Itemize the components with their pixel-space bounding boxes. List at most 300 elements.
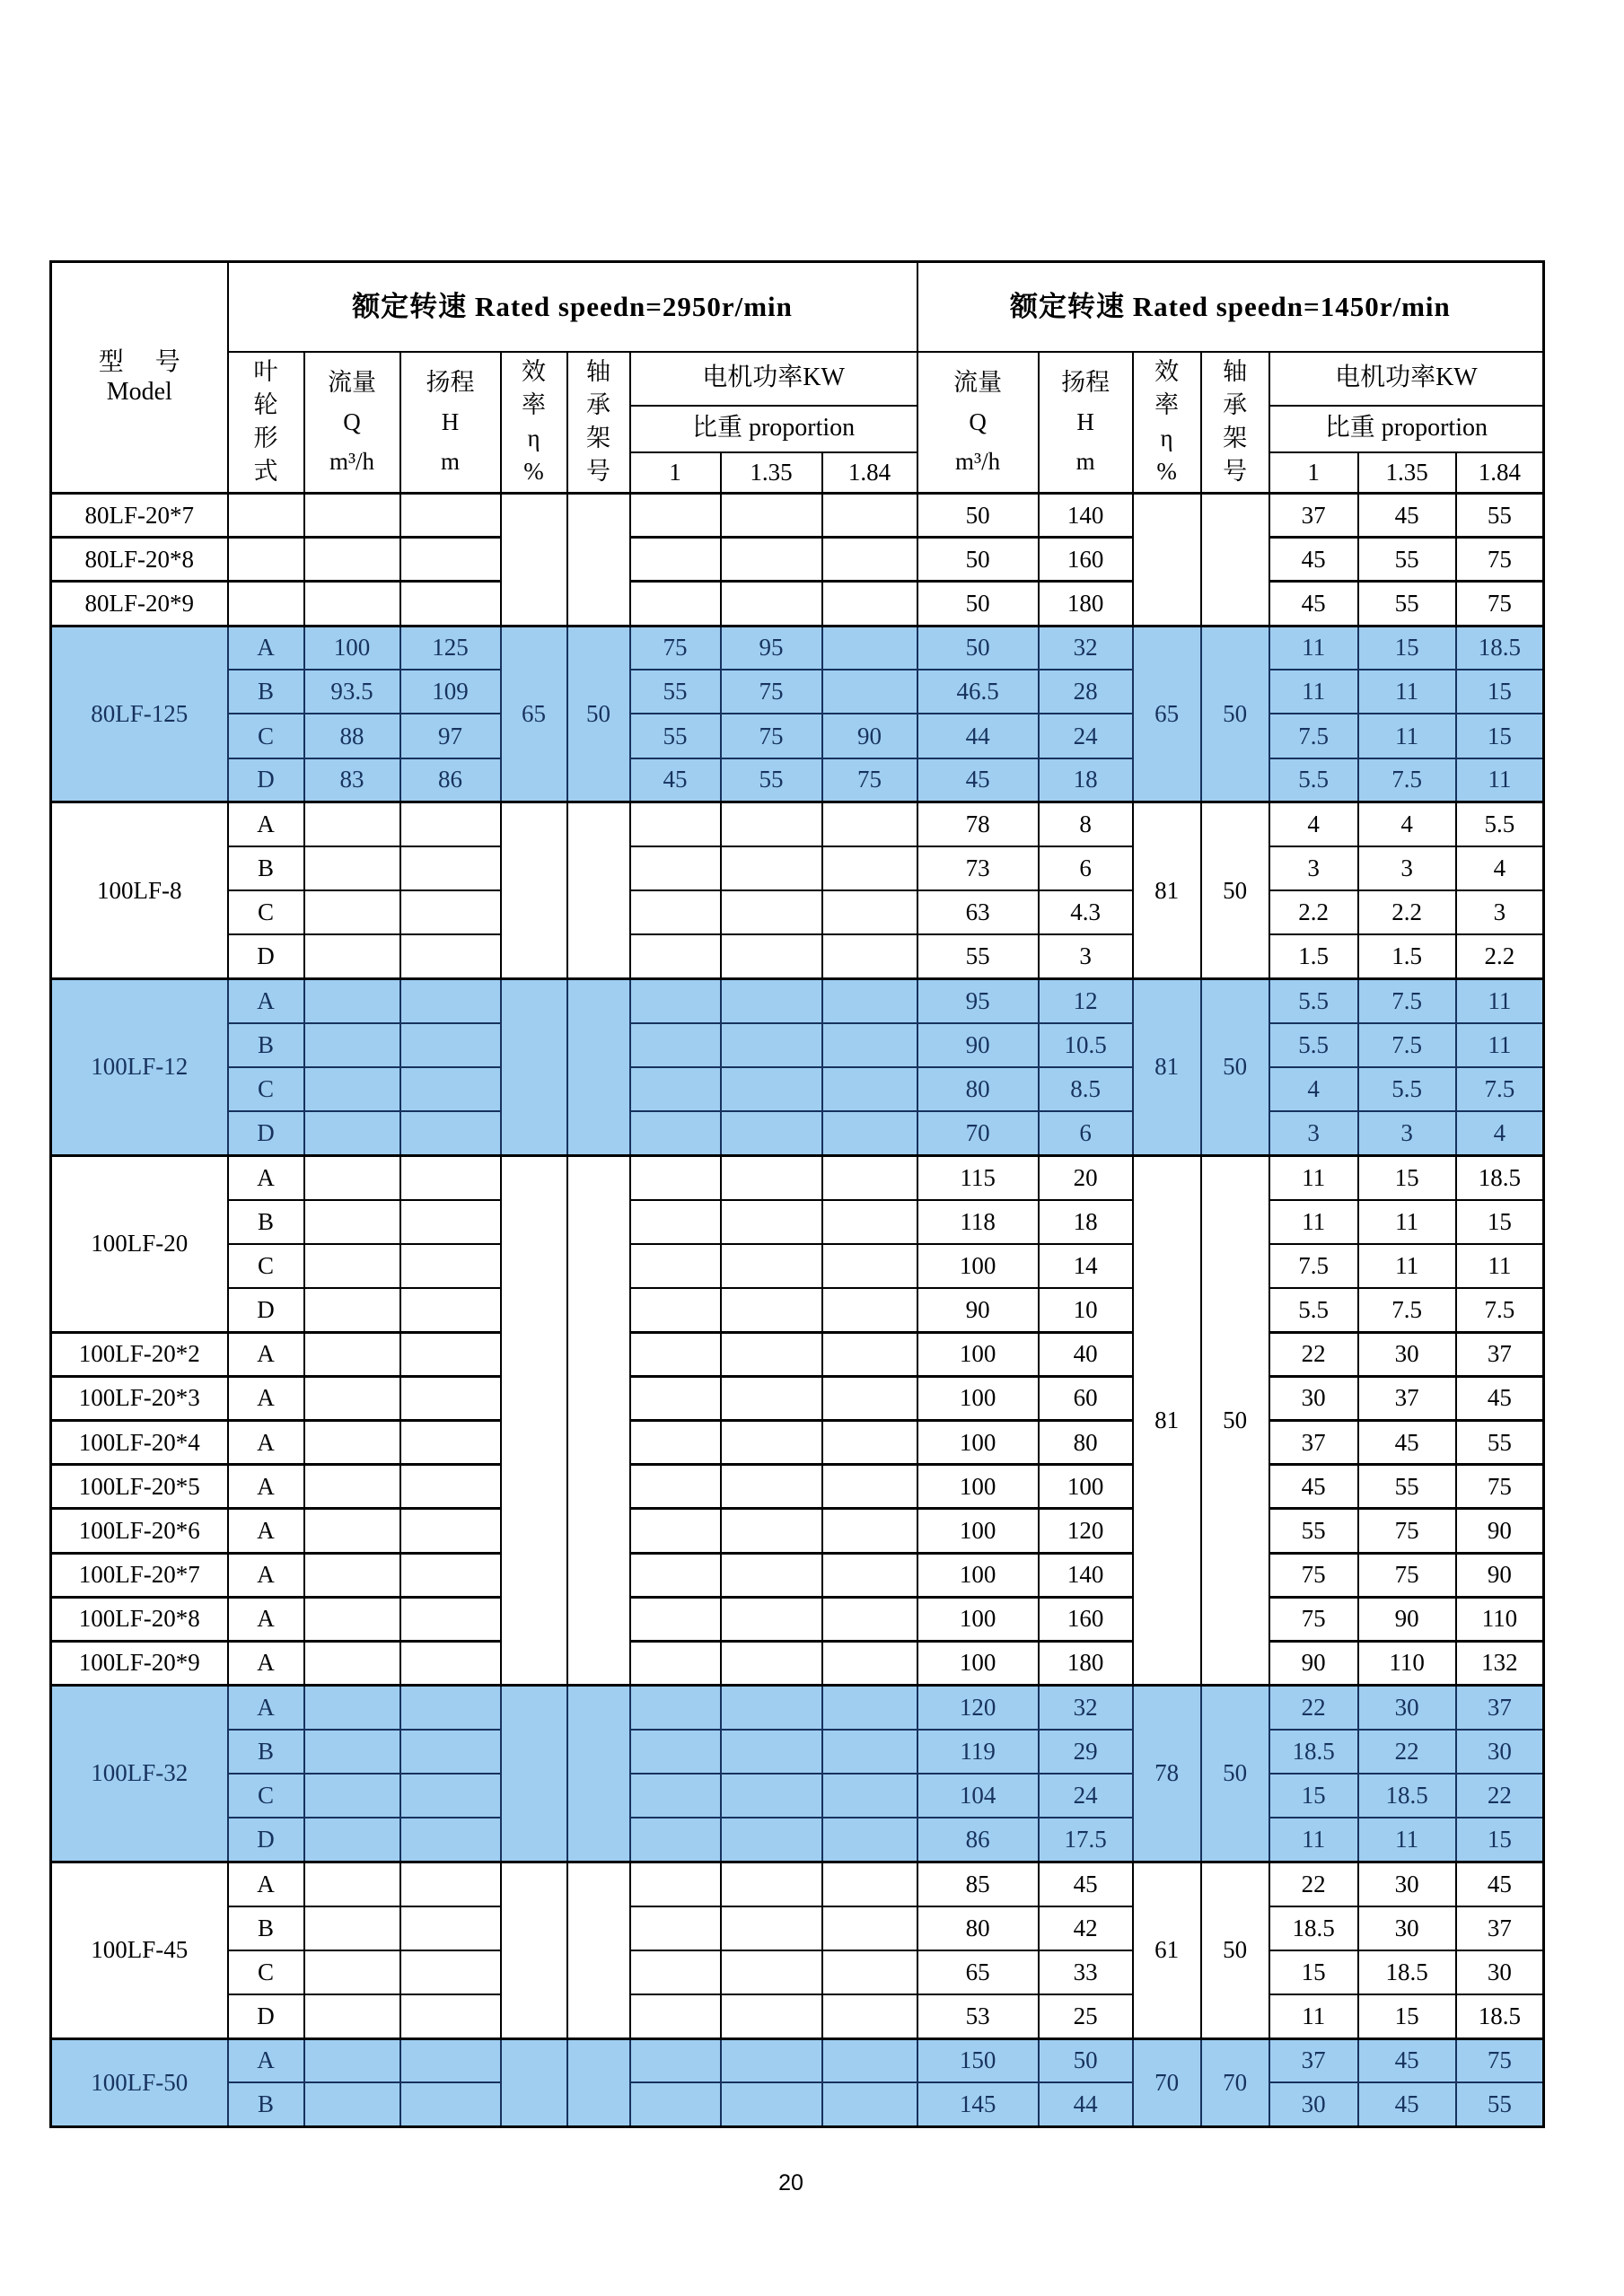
bearing-1450-cell: 50 — [1201, 979, 1269, 1156]
kw135-1450-cell: 30 — [1358, 1906, 1456, 1950]
kw184-1450-cell: 37 — [1456, 1332, 1544, 1376]
impeller-cell: A — [228, 1686, 304, 1730]
kw1-1450-cell: 30 — [1269, 1376, 1358, 1420]
head-1450-cell: 24 — [1039, 1774, 1133, 1818]
bearing-2950-cell — [567, 979, 630, 1156]
head-2950-cell — [400, 802, 501, 846]
flow-2950-cell — [304, 846, 400, 890]
head-2950-cell — [400, 1862, 501, 1906]
impeller-cell: A — [228, 1376, 304, 1420]
head-2950-cell — [400, 1950, 501, 1994]
head-1450-cell: 120 — [1039, 1509, 1133, 1553]
kw135-1450-cell: 15 — [1358, 1155, 1456, 1199]
head-1450-cell: 18 — [1039, 1200, 1133, 1244]
kw135-1450-cell: 7.5 — [1358, 1023, 1456, 1067]
flow-2950-cell — [304, 1906, 400, 1950]
impeller-cell: B — [228, 1730, 304, 1774]
flow-2950-cell — [304, 1553, 400, 1597]
kw135-2950-cell — [721, 1509, 822, 1553]
kw184-1450-cell: 110 — [1456, 1597, 1544, 1641]
kw184-1450-cell: 18.5 — [1456, 1994, 1544, 2038]
head-1450-cell: 10 — [1039, 1288, 1133, 1332]
kw184-2950-cell — [822, 494, 917, 538]
kw1-1450-cell: 15 — [1269, 1774, 1358, 1818]
flow-2950-cell — [304, 1200, 400, 1244]
kw135-1450-cell: 55 — [1358, 538, 1456, 582]
kw184-2950-cell — [822, 1332, 917, 1376]
head-2950-cell — [400, 1023, 501, 1067]
flow-1450-cell: 63 — [917, 890, 1039, 934]
head-1450-cell: 6 — [1039, 846, 1133, 890]
impeller-cell: A — [228, 626, 304, 670]
kw1-2950-cell — [630, 1553, 721, 1597]
head-2950-cell — [400, 1906, 501, 1950]
table-row — [51, 979, 1544, 1023]
impeller-cell: D — [228, 1288, 304, 1332]
eta-2950-cell — [501, 1155, 567, 1685]
flow-1450-cell: 55 — [917, 934, 1039, 978]
kw1-2950-cell — [630, 1200, 721, 1244]
kw184-2950-cell — [822, 1686, 917, 1730]
kw135-1450-cell: 7.5 — [1358, 1288, 1456, 1332]
kw184-2950-cell — [822, 890, 917, 934]
kw135-1450-cell: 11 — [1358, 670, 1456, 714]
head-2950-cell — [400, 494, 501, 538]
flow-2950-cell: 83 — [304, 758, 400, 802]
flow-1450-cell: 145 — [917, 2082, 1039, 2126]
head-2950-cell — [400, 2038, 501, 2082]
kw1-2950-cell — [630, 494, 721, 538]
kw135-1450-cell: 5.5 — [1358, 1067, 1456, 1111]
flow-2950-cell — [304, 1288, 400, 1332]
kw1-2950-cell — [630, 934, 721, 978]
table-row — [51, 1818, 1544, 1862]
kw184-2950-cell — [822, 1376, 917, 1420]
kw135-2950-cell — [721, 1155, 822, 1199]
impeller-cell: D — [228, 934, 304, 978]
table-row — [51, 1465, 1544, 1509]
table-row — [51, 890, 1544, 934]
kw184-1450-cell: 55 — [1456, 2082, 1544, 2126]
head-1450-cell: 40 — [1039, 1332, 1133, 1376]
kw135-1450-cell: 45 — [1358, 2082, 1456, 2126]
head-2950-cell — [400, 1155, 501, 1199]
head-2950-cell: 109 — [400, 670, 501, 714]
kw135-1450-cell: 15 — [1358, 1994, 1456, 2038]
kw184-2950-cell — [822, 1862, 917, 1906]
table-row — [51, 1862, 1544, 1906]
table-row — [51, 1332, 1544, 1376]
kw1-1450-cell: 18.5 — [1269, 1906, 1358, 1950]
table-row — [51, 1950, 1544, 1994]
kw1-1450-cell: 45 — [1269, 538, 1358, 582]
bearing-2950-cell — [567, 1155, 630, 1685]
flow-2950-cell: 100 — [304, 626, 400, 670]
kw135-2950-cell — [721, 890, 822, 934]
flow-2950-cell — [304, 1774, 400, 1818]
kw135-2950-cell — [721, 1641, 822, 1685]
table-row — [51, 626, 1544, 670]
impeller-cell: D — [228, 1818, 304, 1862]
kw184-1450-cell: 55 — [1456, 494, 1544, 538]
eta-2950-cell — [501, 1686, 567, 1862]
kw135-1450-cell: 1.5 — [1358, 934, 1456, 978]
table-row — [51, 1553, 1544, 1597]
kw1-2950-cell — [630, 1067, 721, 1111]
bearing-1450-cell: 50 — [1201, 1686, 1269, 1862]
flow-1450-cell: 95 — [917, 979, 1039, 1023]
head-1450-cell: 8 — [1039, 802, 1133, 846]
eta-1450-cell: 61 — [1133, 1862, 1201, 2038]
impeller-cell: A — [228, 1597, 304, 1641]
flow-1450-cell: 100 — [917, 1376, 1039, 1420]
kw135-1450-cell: 3 — [1358, 1111, 1456, 1155]
impeller-cell: D — [228, 758, 304, 802]
kw1-1450-cell: 22 — [1269, 1332, 1358, 1376]
spec-table-header — [51, 262, 1544, 494]
kw135-2950-cell — [721, 1420, 822, 1464]
kw1-2950-cell — [630, 1244, 721, 1288]
kw135-1450-cell: 55 — [1358, 582, 1456, 626]
kw184-1450-cell: 11 — [1456, 1023, 1544, 1067]
kw1-1450-cell: 11 — [1269, 1200, 1358, 1244]
head-1450-cell: 100 — [1039, 1465, 1133, 1509]
kw135-2950-cell: 75 — [721, 670, 822, 714]
kw1-1450-cell: 11 — [1269, 1155, 1358, 1199]
bearing-2950-cell — [567, 494, 630, 627]
model-cell: 100LF-50 — [51, 2038, 228, 2126]
eta-2950-cell — [501, 2038, 567, 2126]
kw184-1450-cell: 55 — [1456, 1420, 1544, 1464]
kw1-1450-cell: 15 — [1269, 1950, 1358, 1994]
head-1450-cell: 33 — [1039, 1950, 1133, 1994]
header-ratio-1-2950: 1 — [630, 452, 721, 494]
kw1-1450-cell: 37 — [1269, 1420, 1358, 1464]
head-2950-cell — [400, 1200, 501, 1244]
header-impeller-type: 叶 轮 形 式 — [228, 352, 304, 494]
head-1450-cell: 32 — [1039, 626, 1133, 670]
flow-1450-cell: 100 — [917, 1641, 1039, 1685]
flow-1450-cell: 100 — [917, 1509, 1039, 1553]
impeller-cell — [228, 538, 304, 582]
kw1-1450-cell: 4 — [1269, 802, 1358, 846]
head-2950-cell — [400, 1111, 501, 1155]
kw184-1450-cell: 7.5 — [1456, 1067, 1544, 1111]
header-ratio-1-1450: 1 — [1269, 452, 1358, 494]
head-1450-cell: 28 — [1039, 670, 1133, 714]
table-row — [51, 934, 1544, 978]
kw135-1450-cell: 45 — [1358, 2038, 1456, 2082]
flow-1450-cell: 70 — [917, 1111, 1039, 1155]
flow-2950-cell — [304, 1641, 400, 1685]
kw1-2950-cell — [630, 979, 721, 1023]
header-model — [51, 262, 228, 494]
impeller-cell — [228, 582, 304, 626]
head-1450-cell: 18 — [1039, 758, 1133, 802]
kw135-2950-cell — [721, 1686, 822, 1730]
table-row — [51, 1730, 1544, 1774]
flow-2950-cell — [304, 1420, 400, 1464]
kw1-2950-cell — [630, 1288, 721, 1332]
header-proportion-1450: 比重 proportion — [1269, 406, 1544, 452]
kw1-2950-cell — [630, 1155, 721, 1199]
kw135-1450-cell: 30 — [1358, 1332, 1456, 1376]
kw135-1450-cell: 11 — [1358, 1244, 1456, 1288]
flow-2950-cell — [304, 494, 400, 538]
kw135-1450-cell: 7.5 — [1358, 979, 1456, 1023]
kw1-1450-cell: 11 — [1269, 1818, 1358, 1862]
kw184-2950-cell — [822, 1288, 917, 1332]
kw1-2950-cell — [630, 1111, 721, 1155]
kw135-2950-cell — [721, 1111, 822, 1155]
flow-2950-cell — [304, 1818, 400, 1862]
kw135-2950-cell — [721, 1376, 822, 1420]
flow-1450-cell: 44 — [917, 714, 1039, 758]
kw184-1450-cell: 4 — [1456, 1111, 1544, 1155]
model-cell: 100LF-20*4 — [51, 1420, 228, 1464]
flow-1450-cell: 46.5 — [917, 670, 1039, 714]
head-1450-cell: 140 — [1039, 494, 1133, 538]
kw184-2950-cell — [822, 1200, 917, 1244]
kw184-1450-cell: 90 — [1456, 1509, 1544, 1553]
kw135-2950-cell — [721, 1730, 822, 1774]
kw1-2950-cell — [630, 1023, 721, 1067]
flow-1450-cell: 90 — [917, 1023, 1039, 1067]
kw184-2950-cell — [822, 846, 917, 890]
kw184-1450-cell: 15 — [1456, 1200, 1544, 1244]
kw184-1450-cell: 7.5 — [1456, 1288, 1544, 1332]
flow-1450-cell: 50 — [917, 582, 1039, 626]
model-cell: 100LF-20 — [51, 1155, 228, 1332]
table-row — [51, 1200, 1544, 1244]
table-row — [51, 802, 1544, 846]
kw1-1450-cell: 5.5 — [1269, 1023, 1358, 1067]
flow-1450-cell: 100 — [917, 1465, 1039, 1509]
head-2950-cell — [400, 1067, 501, 1111]
kw184-1450-cell: 5.5 — [1456, 802, 1544, 846]
model-cell: 80LF-125 — [51, 626, 228, 802]
kw184-2950-cell — [822, 1641, 917, 1685]
head-2950-cell — [400, 1597, 501, 1641]
kw184-1450-cell: 75 — [1456, 538, 1544, 582]
kw1-1450-cell: 45 — [1269, 582, 1358, 626]
table-row — [51, 2082, 1544, 2126]
kw135-2950-cell — [721, 846, 822, 890]
kw135-1450-cell: 18.5 — [1358, 1774, 1456, 1818]
header-rated-speed-2950: 额定转速 Rated speedn=2950r/min — [228, 262, 917, 352]
kw184-1450-cell: 11 — [1456, 1244, 1544, 1288]
kw184-1450-cell: 15 — [1456, 714, 1544, 758]
kw135-2950-cell — [721, 538, 822, 582]
flow-1450-cell: 85 — [917, 1862, 1039, 1906]
kw184-2950-cell — [822, 1774, 917, 1818]
kw1-2950-cell: 45 — [630, 758, 721, 802]
eta-1450-cell: 81 — [1133, 979, 1201, 1156]
kw1-1450-cell: 3 — [1269, 1111, 1358, 1155]
kw184-2950-cell — [822, 1111, 917, 1155]
kw184-1450-cell: 11 — [1456, 979, 1544, 1023]
head-2950-cell — [400, 1686, 501, 1730]
kw1-2950-cell: 75 — [630, 626, 721, 670]
kw135-1450-cell: 90 — [1358, 1597, 1456, 1641]
flow-2950-cell — [304, 1332, 400, 1376]
eta-2950-cell: 65 — [501, 626, 567, 802]
kw1-2950-cell — [630, 1420, 721, 1464]
impeller-cell: A — [228, 979, 304, 1023]
kw135-1450-cell: 37 — [1358, 1376, 1456, 1420]
kw1-1450-cell: 37 — [1269, 494, 1358, 538]
impeller-cell: A — [228, 1420, 304, 1464]
kw1-2950-cell: 55 — [630, 714, 721, 758]
kw1-2950-cell — [630, 2082, 721, 2126]
page-number: 20 — [778, 2170, 803, 2195]
kw135-2950-cell — [721, 1288, 822, 1332]
kw184-1450-cell: 30 — [1456, 1730, 1544, 1774]
bearing-1450-cell — [1201, 494, 1269, 627]
head-1450-cell: 80 — [1039, 1420, 1133, 1464]
kw135-1450-cell: 4 — [1358, 802, 1456, 846]
flow-1450-cell: 118 — [917, 1200, 1039, 1244]
header-ratio-184-2950: 1.84 — [822, 452, 917, 494]
flow-2950-cell — [304, 1067, 400, 1111]
head-2950-cell — [400, 846, 501, 890]
kw1-2950-cell — [630, 538, 721, 582]
kw135-2950-cell — [721, 1597, 822, 1641]
kw135-1450-cell: 110 — [1358, 1641, 1456, 1685]
kw135-1450-cell: 3 — [1358, 846, 1456, 890]
kw1-1450-cell: 37 — [1269, 2038, 1358, 2082]
kw1-2950-cell — [630, 1641, 721, 1685]
kw184-2950-cell — [822, 1067, 917, 1111]
impeller-cell: C — [228, 1774, 304, 1818]
kw184-1450-cell: 45 — [1456, 1376, 1544, 1420]
kw184-1450-cell: 37 — [1456, 1686, 1544, 1730]
kw135-2950-cell — [721, 1950, 822, 1994]
bearing-1450-cell: 50 — [1201, 626, 1269, 802]
impeller-cell: D — [228, 1111, 304, 1155]
kw1-1450-cell: 22 — [1269, 1686, 1358, 1730]
head-2950-cell — [400, 1376, 501, 1420]
impeller-cell: A — [228, 802, 304, 846]
kw135-1450-cell: 22 — [1358, 1730, 1456, 1774]
header-efficiency-2950: 效 率 η % — [501, 352, 567, 494]
table-row — [51, 1686, 1544, 1730]
kw1-1450-cell: 90 — [1269, 1641, 1358, 1685]
head-2950-cell — [400, 1774, 501, 1818]
head-2950-cell — [400, 1420, 501, 1464]
kw1-2950-cell: 55 — [630, 670, 721, 714]
header-proportion-2950: 比重 proportion — [630, 406, 917, 452]
kw135-2950-cell — [721, 1862, 822, 1906]
kw135-2950-cell — [721, 1994, 822, 2038]
head-2950-cell — [400, 1244, 501, 1288]
header-model-cn: 型 号 — [98, 348, 193, 377]
kw135-1450-cell: 15 — [1358, 626, 1456, 670]
kw135-1450-cell: 7.5 — [1358, 758, 1456, 802]
kw135-1450-cell: 2.2 — [1358, 890, 1456, 934]
model-cell: 80LF-20*7 — [51, 494, 228, 538]
kw184-2950-cell — [822, 1730, 917, 1774]
head-1450-cell: 4.3 — [1039, 890, 1133, 934]
flow-2950-cell — [304, 1950, 400, 1994]
flow-1450-cell: 100 — [917, 1420, 1039, 1464]
head-1450-cell: 20 — [1039, 1155, 1133, 1199]
kw135-2950-cell — [721, 934, 822, 978]
kw135-2950-cell — [721, 802, 822, 846]
kw1-1450-cell: 45 — [1269, 1465, 1358, 1509]
head-2950-cell — [400, 1818, 501, 1862]
impeller-cell: B — [228, 670, 304, 714]
kw1-2950-cell — [630, 582, 721, 626]
kw184-2950-cell — [822, 979, 917, 1023]
head-2950-cell — [400, 1332, 501, 1376]
kw135-2950-cell — [721, 494, 822, 538]
kw1-1450-cell: 4 — [1269, 1067, 1358, 1111]
kw184-2950-cell — [822, 2038, 917, 2082]
kw1-2950-cell — [630, 1774, 721, 1818]
model-cell: 100LF-20*7 — [51, 1553, 228, 1597]
kw184-1450-cell: 75 — [1456, 1465, 1544, 1509]
eta-1450-cell: 81 — [1133, 1155, 1201, 1685]
head-2950-cell — [400, 1641, 501, 1685]
kw184-2950-cell — [822, 1906, 917, 1950]
kw1-1450-cell: 22 — [1269, 1862, 1358, 1906]
header-ratio-135-2950: 1.35 — [721, 452, 822, 494]
bearing-1450-cell: 50 — [1201, 1155, 1269, 1685]
kw184-2950-cell — [822, 1155, 917, 1199]
head-2950-cell: 125 — [400, 626, 501, 670]
head-2950-cell — [400, 1994, 501, 2038]
bearing-1450-cell: 50 — [1201, 1862, 1269, 2038]
kw1-1450-cell: 5.5 — [1269, 758, 1358, 802]
impeller-cell — [228, 494, 304, 538]
head-1450-cell: 14 — [1039, 1244, 1133, 1288]
kw135-2950-cell: 55 — [721, 758, 822, 802]
head-1450-cell: 29 — [1039, 1730, 1133, 1774]
bearing-2950-cell — [567, 2038, 630, 2126]
header-flow-1450: 流量 Q m³/h — [917, 352, 1039, 494]
kw1-2950-cell — [630, 1509, 721, 1553]
kw184-2950-cell — [822, 626, 917, 670]
kw135-2950-cell — [721, 2038, 822, 2082]
kw184-1450-cell: 3 — [1456, 890, 1544, 934]
bearing-1450-cell: 70 — [1201, 2038, 1269, 2126]
kw135-2950-cell — [721, 1906, 822, 1950]
flow-2950-cell — [304, 1686, 400, 1730]
flow-1450-cell: 115 — [917, 1155, 1039, 1199]
head-1450-cell: 42 — [1039, 1906, 1133, 1950]
model-cell: 100LF-20*8 — [51, 1597, 228, 1641]
kw184-2950-cell: 90 — [822, 714, 917, 758]
table-row — [51, 1288, 1544, 1332]
kw135-2950-cell — [721, 582, 822, 626]
kw135-1450-cell: 11 — [1358, 1818, 1456, 1862]
flow-1450-cell: 100 — [917, 1244, 1039, 1288]
model-cell: 100LF-20*6 — [51, 1509, 228, 1553]
model-cell: 100LF-20*5 — [51, 1465, 228, 1509]
kw1-2950-cell — [630, 2038, 721, 2082]
kw135-2950-cell — [721, 1553, 822, 1597]
kw1-1450-cell: 75 — [1269, 1553, 1358, 1597]
head-1450-cell: 3 — [1039, 934, 1133, 978]
flow-1450-cell: 119 — [917, 1730, 1039, 1774]
kw184-1450-cell: 4 — [1456, 846, 1544, 890]
header-rated-speed-1450: 额定转速 Rated speedn=1450r/min — [917, 262, 1544, 352]
kw1-2950-cell — [630, 1994, 721, 2038]
flow-2950-cell — [304, 934, 400, 978]
kw184-2950-cell — [822, 1023, 917, 1067]
kw184-2950-cell — [822, 1597, 917, 1641]
